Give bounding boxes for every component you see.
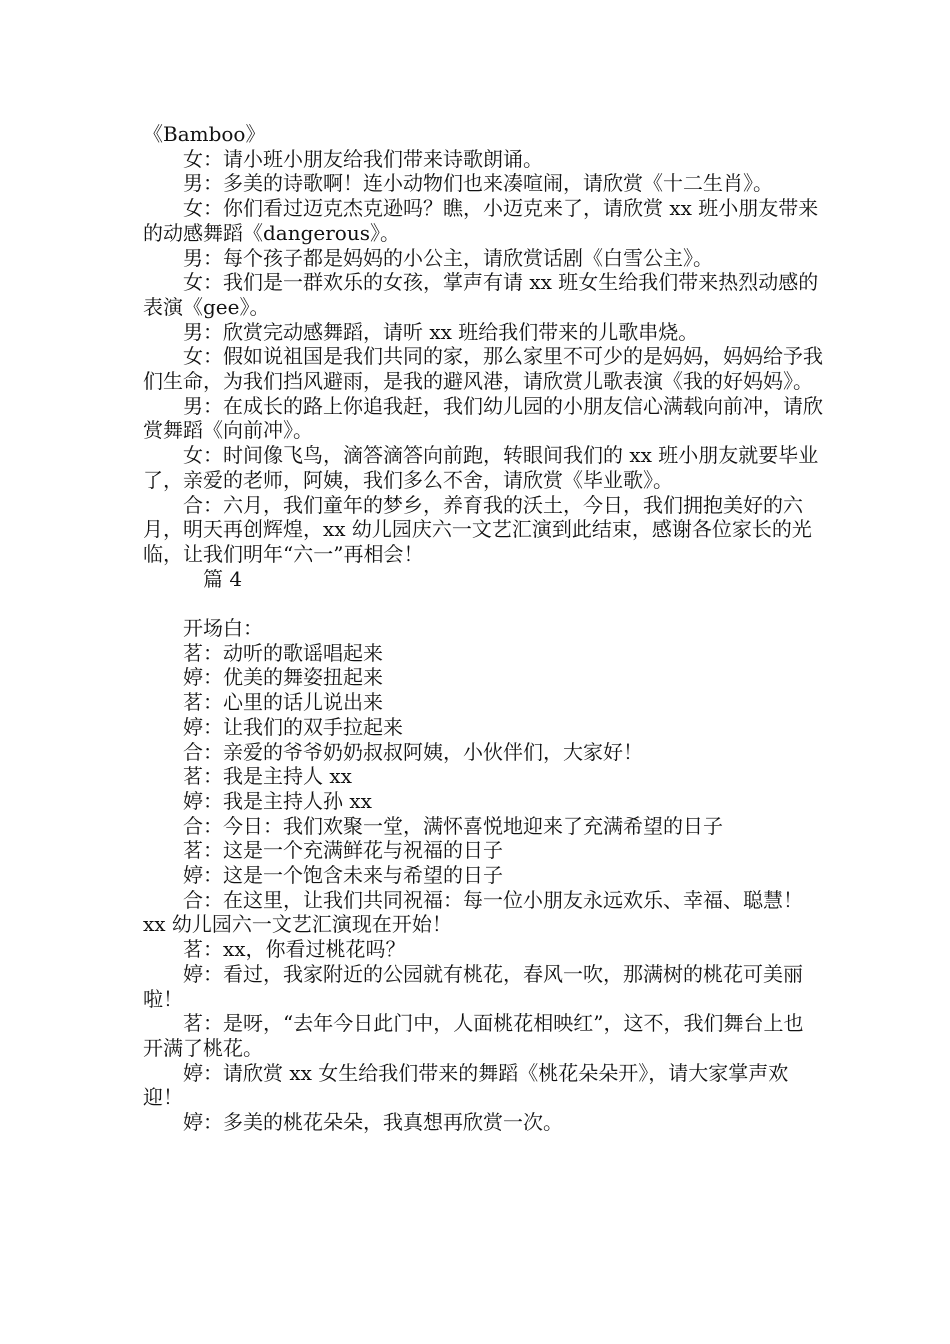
paragraph: 茗：我是主持人 xx: [183, 764, 352, 789]
paragraph: 合：今日：我们欢聚一堂，满怀喜悦地迎来了充满希望的日子: [183, 813, 723, 838]
paragraph: 女：假如说祖国是我们共同的家，那么家里不可少的是妈妈，妈妈给予我们生命，为我们挡风避雨，是我的避风港，请欣赏儿歌表演《我的好妈妈》。: [143, 344, 823, 394]
paragraph: 《Bamboo》: [143, 122, 266, 146]
paragraph: 茗：xx，你看过桃花吗？: [183, 937, 406, 962]
paragraph: 婷：请欣赏 xx 女生给我们带来的舞蹈《桃花朵朵开》，请大家掌声欢迎！: [143, 1060, 789, 1110]
paragraph: 男：多美的诗歌啊！连小动物们也来凑喧闹，请欣赏《十二生肖》。: [183, 171, 773, 196]
paragraph: 茗：是呀，“去年今日此门中，人面桃花相映红”，这不，我们舞台上也开满了桃花。: [143, 1011, 804, 1060]
paragraph: 女：请小班小朋友给我们带来诗歌朗诵。: [183, 146, 543, 171]
paragraph: 婷：我是主持人孙 xx: [183, 788, 372, 813]
paragraph: 女：你们看过迈克杰克逊吗？瞧，小迈克来了，请欣赏 xx 班小朋友带来的动感舞蹈《dangerous》。: [143, 196, 819, 245]
paragraph: 女：时间像飞鸟，滴答滴答向前跑，转眼间我们的 xx 班小朋友就要毕业了，亲爱的老师，阿姨，我们多么不舍，请欣赏《毕业歌》。: [143, 443, 819, 492]
paragraph: 婷：让我们的双手拉起来: [183, 714, 403, 739]
section-heading: 篇 4: [203, 566, 243, 591]
paragraph: 女：我们是一群欢乐的女孩，掌声有请 xx 班女生给我们带来热烈动感的表演《gee》。: [143, 270, 819, 319]
paragraph: 合：在这里，让我们共同祝福：每一位小朋友永远欢乐、幸福、聪慧！xx 幼儿园六一文艺汇演现在开始！: [143, 887, 803, 937]
paragraph: 男：每个孩子都是妈妈的小公主，请欣赏话剧《白雪公主》。: [183, 245, 713, 270]
paragraph: 合：六月，我们童年的梦乡，养育我的沃土，今日，我们拥抱美好的六月，明天再创辉煌，xx 幼儿园庆六一文艺汇演到此结束，感谢各位家长的光临，让我们明年“六一”再相会！: [143, 492, 812, 566]
paragraph: 男：欣赏完动感舞蹈，请听 xx 班给我们带来的儿歌串烧。: [183, 319, 699, 344]
blank-line: [143, 591, 823, 616]
paragraph: 男：在成长的路上你追我赶，我们幼儿园的小朋友信心满载向前冲，请欣赏舞蹈《向前冲》。: [143, 393, 823, 443]
paragraph: 婷：多美的桃花朵朵，我真想再欣赏一次。: [183, 1110, 563, 1135]
paragraph: 茗：动听的歌谣唱起来: [183, 640, 383, 665]
paragraph: 开场白：: [183, 616, 263, 641]
paragraph: 婷：优美的舞姿扭起来: [183, 665, 383, 690]
paragraph: 茗：心里的话儿说出来: [183, 690, 383, 715]
paragraph: 茗：这是一个充满鲜花与祝福的日子: [183, 838, 503, 863]
paragraph: 合：亲爱的爷爷奶奶叔叔阿姨，小伙伴们，大家好！: [183, 739, 643, 764]
paragraph: 婷：这是一个饱含未来与希望的日子: [183, 863, 503, 888]
document-body: [143, 122, 823, 1135]
paragraph: 婷：看过，我家附近的公园就有桃花，春风一吹，那满树的桃花可美丽啦！: [143, 961, 803, 1011]
